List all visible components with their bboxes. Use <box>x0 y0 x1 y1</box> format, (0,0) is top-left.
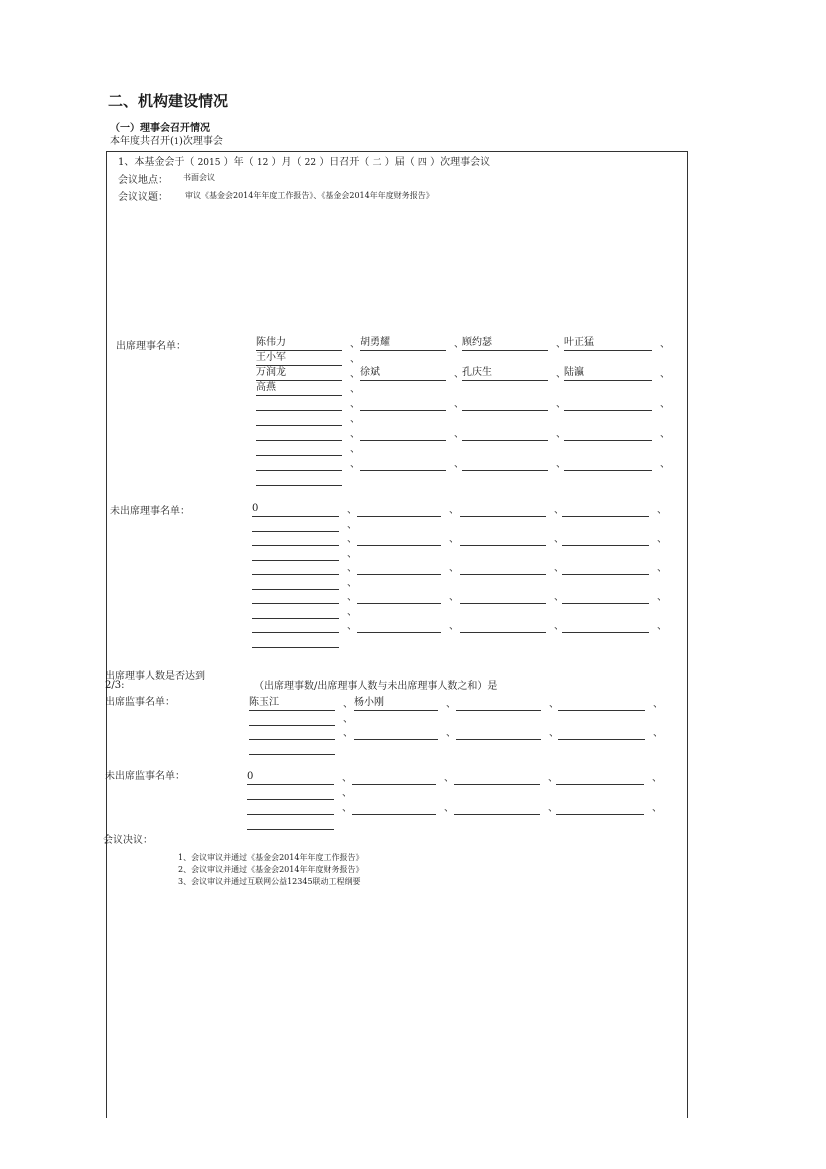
absent-director-cell <box>460 619 546 633</box>
absent-director-cell <box>357 561 441 575</box>
intro-tail: ）次理事会议 <box>430 157 491 168</box>
name-separator: 、 <box>347 592 357 603</box>
name-separator: 、 <box>657 621 667 632</box>
name-separator: 、 <box>556 339 566 350</box>
subsection-title: （一）理事会召开情况 <box>110 123 210 134</box>
name-separator: 、 <box>556 369 566 380</box>
director-name-cell <box>360 457 446 471</box>
name-separator: 、 <box>347 563 357 574</box>
absent-director-cell <box>562 503 649 517</box>
name-separator: 、 <box>652 803 662 814</box>
intro-year-sep: ）年（ <box>223 157 254 168</box>
name-separator: 、 <box>554 592 564 603</box>
supervisor-name-cell <box>249 712 335 726</box>
name-separator: 、 <box>660 369 670 380</box>
name-separator: 、 <box>347 520 357 531</box>
absent-director-cell <box>562 532 649 546</box>
name-separator: 、 <box>350 429 360 440</box>
intro-day-sep: ）日召开（ <box>319 157 370 168</box>
meeting-intro-line <box>118 153 490 168</box>
absent-supervisor-cell <box>454 801 540 815</box>
resolution-item: 1、会议审议并通过《基金会2014年年度工作报告》 <box>178 853 364 862</box>
name-separator: 、 <box>657 563 667 574</box>
absent-director-cell <box>460 532 546 546</box>
location-label: 会议地点： <box>118 175 168 186</box>
name-separator: 、 <box>660 339 670 350</box>
absent-director-cell <box>562 590 649 604</box>
name-separator: 、 <box>446 728 456 739</box>
absent-director-cell <box>562 561 649 575</box>
absent-director-cell <box>252 547 339 561</box>
topic-label: 会议议题： <box>118 192 168 203</box>
director-name-cell <box>256 397 342 411</box>
absent-director-cell <box>460 561 546 575</box>
name-separator: 、 <box>347 534 357 545</box>
absent-director-cell <box>357 619 441 633</box>
quorum-label-line1: 出席理事人数是否达到 <box>105 671 205 682</box>
section-title: 二、机构建设情况 <box>108 92 229 110</box>
name-separator: 、 <box>347 578 357 589</box>
director-name-cell: 陈伟力 <box>256 337 342 351</box>
meeting-day: 22 <box>304 158 317 168</box>
director-name-cell <box>360 397 446 411</box>
director-name-cell: 陆瀛 <box>564 367 652 381</box>
name-separator: 、 <box>549 699 559 710</box>
name-separator: 、 <box>660 459 670 470</box>
name-separator: 、 <box>446 699 456 710</box>
name-separator: 、 <box>454 429 464 440</box>
absent-supervisor-cell <box>352 771 436 785</box>
name-separator: 、 <box>657 592 667 603</box>
name-separator: 、 <box>350 339 360 350</box>
name-separator: 、 <box>449 592 459 603</box>
name-separator: 、 <box>342 803 352 814</box>
name-separator: 、 <box>454 369 464 380</box>
name-separator: 、 <box>350 414 360 425</box>
meeting-count-value: 1 <box>173 137 179 146</box>
name-separator: 、 <box>444 773 454 784</box>
meeting-count-suffix: )次理事会 <box>179 136 223 147</box>
director-name-cell <box>462 427 548 441</box>
director-name-cell <box>256 442 342 456</box>
absent-director-cell <box>252 634 339 648</box>
absent-director-cell <box>357 532 441 546</box>
name-separator: 、 <box>660 399 670 410</box>
supervisor-name-cell <box>558 726 645 740</box>
absent-director-cell <box>252 619 339 633</box>
meeting-record-box <box>106 151 688 1118</box>
absent-supervisor-cell <box>556 801 644 815</box>
absent-director-cell <box>562 619 649 633</box>
location-value: 书面会议 <box>183 173 215 182</box>
absent-director-cell <box>252 576 339 590</box>
name-separator: 、 <box>347 607 357 618</box>
supervisor-name-cell <box>456 697 541 711</box>
name-separator: 、 <box>556 399 566 410</box>
absent-supervisor-cell <box>247 801 334 815</box>
director-name-cell <box>256 412 342 426</box>
director-name-cell <box>564 457 652 471</box>
name-separator: 、 <box>554 534 564 545</box>
name-separator: 、 <box>454 459 464 470</box>
name-separator: 、 <box>653 728 663 739</box>
name-separator: 、 <box>554 505 564 516</box>
supervisor-name-cell: 陈玉江 <box>249 697 335 711</box>
absent-director-cell <box>252 561 339 575</box>
absent-director-cell <box>460 590 546 604</box>
attending-directors-label: 出席理事名单： <box>116 341 186 352</box>
absent-director-cell: 0 <box>252 503 339 517</box>
director-name-cell <box>462 457 548 471</box>
director-name-cell: 胡勇耀 <box>360 337 446 351</box>
supervisor-name-cell <box>249 726 335 740</box>
absent-directors-label: 未出席理事名单： <box>110 506 190 517</box>
name-separator: 、 <box>350 384 360 395</box>
quorum-label-line2: 2/3: <box>105 680 125 691</box>
meeting-count-line <box>110 132 223 147</box>
absent-supervisor-cell <box>247 786 334 800</box>
absent-director-cell <box>252 590 339 604</box>
absent-director-cell <box>357 503 441 517</box>
meeting-session: 二 <box>372 158 382 168</box>
name-separator: 、 <box>343 699 353 710</box>
name-separator: 、 <box>343 714 353 725</box>
absent-supervisor-cell <box>352 801 436 815</box>
name-separator: 、 <box>556 429 566 440</box>
name-separator: 、 <box>347 549 357 560</box>
name-separator: 、 <box>350 369 360 380</box>
director-name-cell <box>360 427 446 441</box>
attending-supervisors-label: 出席监事名单： <box>105 697 175 708</box>
director-name-cell: 孔庆生 <box>462 367 548 381</box>
name-separator: 、 <box>652 773 662 784</box>
resolutions-label: 会议决议： <box>103 835 153 846</box>
name-separator: 、 <box>657 505 667 516</box>
name-separator: 、 <box>347 621 357 632</box>
absent-supervisor-cell <box>454 771 540 785</box>
intro-month-sep: ）月（ <box>271 157 302 168</box>
meeting-count-prefix: 本年度共召开( <box>110 136 174 147</box>
absent-director-cell <box>357 590 441 604</box>
director-name-cell: 高燕 <box>256 382 342 396</box>
name-separator: 、 <box>350 354 360 365</box>
director-name-cell: 顾约瑟 <box>462 337 548 351</box>
supervisor-name-cell <box>354 726 438 740</box>
absent-supervisors-label: 未出席监事名单： <box>105 771 185 782</box>
director-name-cell <box>256 457 342 471</box>
meeting-number: 四 <box>417 158 427 168</box>
absent-director-cell <box>252 532 339 546</box>
director-name-cell <box>564 427 652 441</box>
absent-supervisor-cell <box>556 771 644 785</box>
absent-director-cell <box>252 605 339 619</box>
name-separator: 、 <box>350 459 360 470</box>
name-separator: 、 <box>449 505 459 516</box>
name-separator: 、 <box>350 399 360 410</box>
name-separator: 、 <box>554 563 564 574</box>
name-separator: 、 <box>548 803 558 814</box>
name-separator: 、 <box>444 803 454 814</box>
meeting-month: 12 <box>256 158 269 168</box>
name-separator: 、 <box>449 621 459 632</box>
director-name-cell: 万润龙 <box>256 367 342 381</box>
resolution-item: 2、会议审议并通过《基金会2014年年度财务报告》 <box>178 865 364 874</box>
name-separator: 、 <box>449 563 459 574</box>
name-separator: 、 <box>554 621 564 632</box>
supervisor-name-cell <box>558 697 645 711</box>
name-separator: 、 <box>556 459 566 470</box>
name-separator: 、 <box>347 505 357 516</box>
director-name-cell: 徐斌 <box>360 367 446 381</box>
name-separator: 、 <box>343 728 353 739</box>
name-separator: 、 <box>342 773 352 784</box>
supervisor-name-cell <box>456 726 541 740</box>
name-separator: 、 <box>454 399 464 410</box>
resolution-item: 3、会议审议并通过互联网公益12345联动工程纲要 <box>178 877 361 886</box>
name-separator: 、 <box>657 534 667 545</box>
intro-label: 1、本基金会于（ <box>118 157 195 168</box>
director-name-cell <box>256 427 342 441</box>
name-separator: 、 <box>454 339 464 350</box>
intro-session-sep: ）届（ <box>384 157 415 168</box>
quorum-note: （出席理事数/出席理事人数与未出席理事人数之和）是 <box>254 681 498 692</box>
name-separator: 、 <box>653 699 663 710</box>
director-name-cell: 叶正猛 <box>564 337 652 351</box>
name-separator: 、 <box>549 728 559 739</box>
topic-value: 审议《基金会2014年年度工作报告》、《基金会2014年年度财务报告》 <box>185 191 434 200</box>
supervisor-name-cell: 杨小刚 <box>354 697 438 711</box>
name-separator: 、 <box>350 444 360 455</box>
director-name-cell <box>564 397 652 411</box>
name-separator: 、 <box>342 788 352 799</box>
absent-supervisor-cell <box>247 816 334 830</box>
absent-director-cell <box>252 518 339 532</box>
director-name-cell <box>462 397 548 411</box>
absent-supervisor-cell: 0 <box>247 771 334 785</box>
name-separator: 、 <box>660 429 670 440</box>
director-name-cell <box>256 472 342 486</box>
absent-director-cell <box>460 503 546 517</box>
meeting-year: 2015 <box>197 158 221 168</box>
director-name-cell: 王小军 <box>256 352 342 366</box>
supervisor-name-cell <box>249 741 335 755</box>
name-separator: 、 <box>548 773 558 784</box>
name-separator: 、 <box>449 534 459 545</box>
